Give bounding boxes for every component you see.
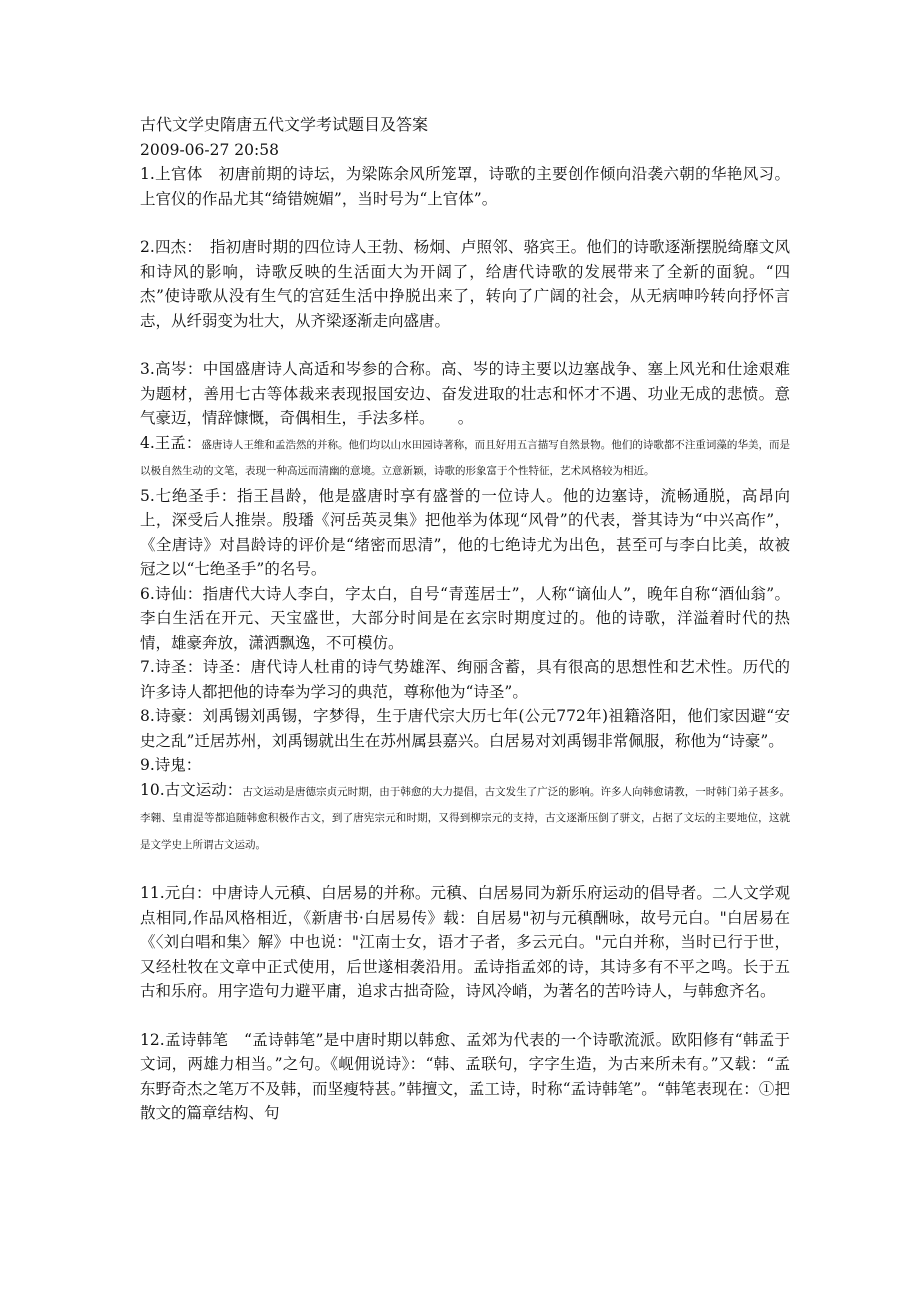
- paragraph-10-body: 古文运动是唐德宗贞元时期，由于韩愈的大力提倡，古文发生了广泛的影响。许多人向韩愈请教，一时韩门弟子甚多。李翱、皇甫湜等都追随韩愈积极作古文，到了唐宪宗元和时期，又得到柳宗元的支持，古文逐渐压倒了骈文，占据了文坛的主要地位，这就是文学史上所谓古文运动。: [140, 785, 791, 851]
- paragraph-10-label: 10.古文运动：: [140, 780, 243, 799]
- paragraph-8: 8.诗豪：刘禹锡刘禹锡，字梦得，生于唐代宗大历七年(公元772年)祖籍洛阳，他们家因避“安史之乱”迁居苏州，刘禹锡就出生在苏州属县嘉兴。白居易对刘禹锡非常佩服，称他为“诗豪”。: [140, 707, 790, 750]
- paragraph-6: 6.诗仙：指唐代大诗人李白，字太白，自号“青莲居士”，人称“谪仙人”，晚年自称“酒仙翁”。李白生活在开元、天宝盛世，大部分时间是在玄宗时期度过的。他的诗歌，洋溢着时代的热情，雄豪奔放，潇洒飘逸，不可模仿。: [140, 584, 790, 652]
- paragraph-4: [140, 431, 790, 484]
- paragraph-7: 7.诗圣：诗圣：唐代诗人杜甫的诗气势雄浑、绚丽含蓄，具有很高的思想性和艺术性。历代的许多诗人都把他的诗奉为学习的典范，尊称他为“诗圣”。: [140, 658, 790, 701]
- paragraph-3: 3.高岑：中国盛唐诗人高适和岑参的合称。高、岑的诗主要以边塞战争、塞上风光和仕途艰难为题材，善用七古等体裁来表现报国安边、奋发进取的壮志和怀才不遇、功业无成的悲愤。意气豪迈，情辞慷慨，奇偶相生，手法多样。 。: [140, 360, 790, 427]
- paragraph-4-body: 盛唐诗人王维和孟浩然的并称。他们均以山水田园诗著称，而且好用五言描写自然景物。他们的诗歌都不注重词藻的华美，而是以极自然生动的文笔，表现一种高远而清幽的意境。立意新颖，诗歌的形象富于个性特征，艺术风格较为相近。: [140, 438, 790, 477]
- paragraph-10: [140, 778, 790, 858]
- paragraph-2: 2.四杰： 指初唐时期的四位诗人王勃、杨炯、卢照邻、骆宾王。他们的诗歌逐渐摆脱绮靡文风和诗风的影响，诗歌反映的生活面大为开阔了，给唐代诗歌的发展带来了全新的面貌。“四杰”使诗歌从没有生气的宫廷生活中挣脱出来了，转向了广阔的社会，从无病呻吟转向抒怀言志，从纤弱变为壮大，从齐梁逐渐走向盛唐。: [140, 238, 790, 330]
- paragraph-4-label: 4.王孟：: [140, 433, 202, 452]
- document-page: [140, 113, 790, 1126]
- document-title: 古代文学史隋唐五代文学考试题目及答案: [140, 115, 429, 134]
- paragraph-12: 12.孟诗韩笔 “孟诗韩笔”是中唐时期以韩愈、孟郊为代表的一个诗歌流派。欧阳修有“韩孟于文词，两雄力相当。”之句。《岘佣说诗》：“韩、孟联句，字字生造，为古来所未有。”又载：“孟东野奇杰之笔万不及韩，而坚瘦特甚。”韩擅文，孟工诗，时称“孟诗韩笔”。“韩笔表现在：①把散文的篇章结构、句: [140, 1030, 790, 1122]
- paragraph-5: 5.七绝圣手：指王昌龄，他是盛唐时享有盛誉的一位诗人。他的边塞诗，流畅通脱，高昂向上，深受后人推崇。殷璠《河岳英灵集》把他举为体现“风骨”的代表，誉其诗为“中兴高作”，《全唐诗》对昌龄诗的评价是“绪密而思清”，他的七绝诗尤为出色，甚至可与李白比美，故被冠之以“七绝圣手”的名号。: [140, 486, 790, 578]
- paragraph-gap: [140, 1004, 790, 1028]
- paragraph-1: 1.上官体 初唐前期的诗坛，为梁陈余风所笼罩，诗歌的主要创作倾向沿袭六朝的华艳风习。上官仪的作品尤其“绮错婉媚”，当时号为“上官体”。: [140, 165, 790, 208]
- document-date: 2009-06-27 20:58: [140, 140, 279, 159]
- paragraph-9: 9.诗鬼：: [140, 756, 202, 774]
- paragraph-gap: [140, 211, 790, 235]
- paragraph-gap: [140, 333, 790, 357]
- paragraph-gap: [140, 857, 790, 881]
- paragraph-11: 11.元白：中唐诗人元稹、白居易的并称。元稹、白居易同为新乐府运动的倡导者。二人文学观点相同,作品风格相近，《新唐书·白居易传》载：自居易"初与元稹酬咏，故号元白。"白居易在《〈刘白唱和集〉解》中也说："江南士女，语才子者，多云元白。"元白并称，当时已行于世，又经杜牧在文章中正式使用，后世遂相袭沿用。孟诗指孟郊的诗，其诗多有不平之鸣。长于五古和乐府。用字造句力避平庸，追求古拙奇险，诗风冷峭，为著名的苦吟诗人，与韩愈齐名。: [140, 884, 790, 1000]
